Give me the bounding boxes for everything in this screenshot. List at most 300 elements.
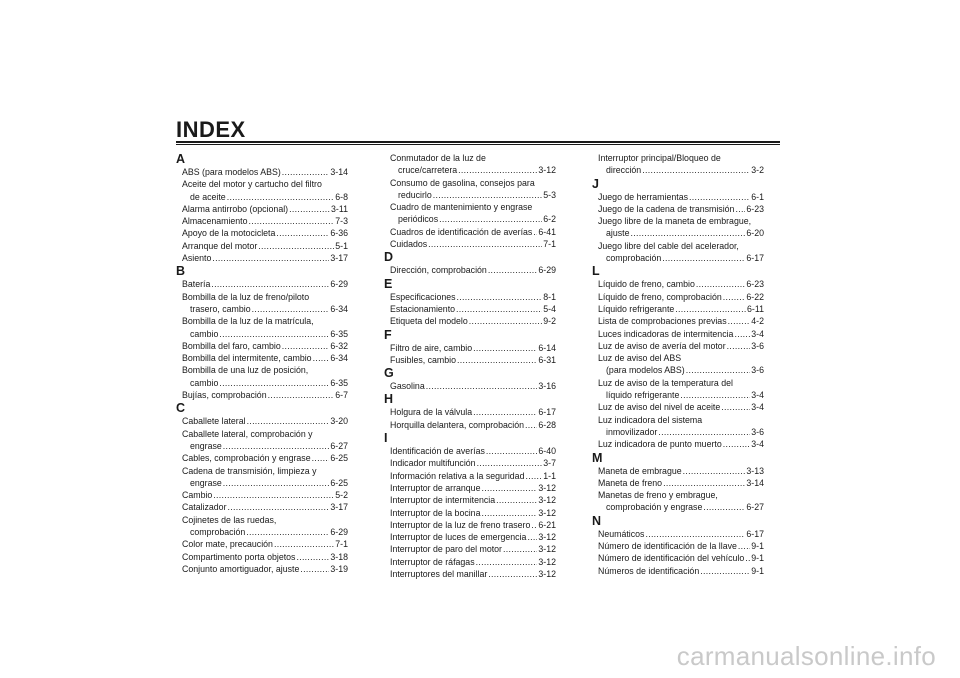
index-entry [592,377,764,402]
dot-leader [458,164,537,176]
dot-leader [645,528,745,540]
index-entry-text: Luz indicadora del sistema [598,414,703,425]
index-entry-text: (para modelos ABS) [606,365,685,376]
dot-leader [686,364,751,376]
index-entry-text: Bombilla de la luz de la matrícula, [182,316,314,327]
index-entry-page: 3-11 [331,203,348,214]
index-entry-text: Interruptor de intermitencia [390,495,496,506]
index-entry [384,457,556,469]
index-entry-text: Bombilla de la luz de freno/piloto [182,291,310,302]
dot-leader [268,389,335,401]
index-entry-text: Cables, comprobación y engrase [182,453,311,464]
index-entry [592,401,764,413]
index-entry-text: Luz de aviso de la temperatura del [598,377,733,388]
index-entry-text: líquido refrigerante [606,390,680,401]
index-entry [384,291,556,303]
index-entry-text: Cadena de transmisión, limpieza y [182,465,317,476]
index-entry-text: Etiqueta del modelo [390,316,468,327]
dot-leader [274,538,334,550]
index-entry-page: 6-40 [538,446,556,457]
index-entry-text: Aceite del motor y cartucho del filtro [182,179,322,190]
dot-leader [728,315,751,327]
index-entry-page: 3-17 [330,253,348,264]
index-entry [592,240,764,265]
index-entry [176,428,348,453]
index-entry-page: 5-2 [335,490,348,501]
index-entry-page: 3-12 [538,556,556,567]
index-entry-page: 6-23 [746,279,764,290]
dot-leader [735,203,745,215]
index-entry-page: 3-14 [746,477,764,488]
index-entry [384,226,556,238]
index-entry-text: Luz de aviso del nivel de aceite [598,402,721,413]
index-entry-text: Caballete lateral [182,416,246,427]
index-entry-text: Juego de herramientas [598,191,688,202]
index-section-letter: N [592,513,602,528]
index-entry-page: 3-12 [538,532,556,543]
index-entry-text: Estacionamiento [390,303,456,314]
index-entry-text: Interruptor de paro del motor [390,544,502,555]
index-entry-text: Neumáticos [598,528,645,539]
dot-leader [428,238,542,250]
dot-leader [223,477,330,489]
index-entry-page: 6-32 [330,340,348,351]
index-entry-text: engrase [190,477,222,488]
dot-leader [683,465,746,477]
index-entry-text: Interruptor de luces de emergencia [390,532,527,543]
index-entry-text: Información relativa a la seguridad [390,470,525,481]
dot-leader [531,519,537,531]
index-entry-page: 3-4 [751,402,764,413]
index-entry [592,352,764,377]
index-entry-page: 6-28 [538,419,556,430]
index-entry-page: 6-31 [538,354,556,365]
index-entry-page: 3-14 [330,167,348,177]
index-entry [176,452,348,464]
index-entry [384,543,556,555]
index-entry-text: trasero, cambio [190,303,251,314]
dot-leader [457,291,543,303]
dot-leader [219,328,329,340]
index-entry-page: 6-8 [335,191,348,202]
title-rule [176,141,780,145]
index-entry [592,303,764,315]
index-entry [176,166,348,178]
index-entry-text: Especificaciones [390,291,456,302]
index-section-letter: B [176,264,186,279]
index-entry-text: Cuadro de mantenimiento y engrase [390,202,533,213]
index-entry [176,315,348,340]
index-entry-page: 6-29 [538,265,556,276]
index-entry [176,415,348,427]
index-entry-text: Bombilla de una luz de posición, [182,365,309,376]
index-entry-page: 3-12 [538,507,556,518]
index-entry-text: Almacenamiento [182,216,248,227]
index-entry-page: 3-6 [751,426,764,437]
index-entry-page: 5-4 [543,303,556,314]
index-entry-text: periódicos [398,214,439,225]
dot-leader [680,389,750,401]
index-entry [176,501,348,513]
index-entry-page: 6-35 [330,328,348,339]
dot-leader [433,189,543,201]
index-entry-page: 1-1 [543,470,556,481]
index-entry [176,215,348,227]
index-section-letter: I [384,431,388,446]
index-entry [384,494,556,506]
dot-leader [477,457,543,469]
index-entry [176,227,348,239]
index-section-letter: G [384,366,394,381]
index-entry-text: Bombilla del faro, cambio [182,340,281,351]
dot-leader [457,354,537,366]
index-entry-text: Luz de aviso del ABS [598,353,682,364]
index-entry-text: Números de identificación [598,565,700,576]
index-entry [384,568,556,580]
index-section-letter: A [176,152,186,166]
index-entry-text: Asiento [182,253,212,264]
dot-leader [481,507,537,519]
dot-leader [213,489,334,501]
dot-leader [276,227,329,239]
index-entry-page: 6-25 [330,477,348,488]
index-entry-text: Juego de la cadena de transmisión [598,203,735,214]
index-entry-text: Cojinetes de las ruedas, [182,514,277,525]
index-entry-page: 7-3 [335,216,348,227]
index-entry-text: Líquido de freno, cambio [598,279,695,290]
index-entry [176,340,348,352]
index-entry-text: Luz indicadora de punto muerto [598,439,722,450]
index-entry-page: 6-41 [538,226,556,237]
index-entry-page: 6-14 [538,342,556,353]
index-entry [592,328,764,340]
dot-leader [426,380,538,392]
index-entry [176,489,348,501]
index-entry [384,507,556,519]
index-entry-text: engrase [190,440,222,451]
index-entry [176,538,348,550]
dot-leader [700,565,750,577]
index-entry-text: Conjunto amortiguador, ajuste [182,563,300,574]
dot-leader [469,315,543,327]
index-entry [384,238,556,250]
index-entry-text: comprobación [190,527,246,538]
dot-leader [533,226,537,238]
index-entry [592,291,764,303]
index-entry-page: 6-20 [746,228,764,239]
dot-leader [282,340,330,352]
index-entry-text: Cambio [182,490,213,501]
index-entry-text: Gasolina [390,381,425,392]
index-entry-page: 3-16 [538,381,556,392]
index-entry-page: 6-34 [330,353,348,364]
index-entry-page: 7-1 [543,239,556,250]
dot-leader [476,556,538,568]
index-entry [384,177,556,202]
index-entry-text: Alarma antirrobo (opcional) [182,203,289,214]
dot-leader [246,526,329,538]
index-entry-page: 3-4 [751,390,764,401]
dot-leader [696,278,746,290]
index-entry-page: 9-1 [751,565,764,576]
index-entry-page: 9-1 [751,553,764,564]
index-entry-text: Interruptor principal/Bloqueo de [598,153,721,163]
dot-leader [630,227,745,239]
index-entry-page: 6-17 [746,528,764,539]
index-entry-text: cruce/carretera [398,165,458,176]
index-section-letter: D [384,250,394,265]
index-entry [384,470,556,482]
dot-leader [488,264,538,276]
index-entry-page: 5-1 [335,240,348,251]
index-entry-text: Identificación de averías [390,446,485,457]
index-entry-page: 3-17 [330,502,348,513]
index-entry-text: Filtro de aire, cambio [390,342,473,353]
index-entry-text: Líquido de freno, comprobación [598,291,722,302]
index-entry-text: Interruptores del manillar [390,569,488,580]
index-entry-text: ABS (para modelos ABS) [182,167,281,177]
index-entry-page: 3-12 [538,165,556,176]
dot-leader [658,426,750,438]
index-entry [592,477,764,489]
dot-leader [473,342,537,354]
index-entry-page: 5-3 [543,189,556,200]
index-entry-text: reducirlo [398,189,432,200]
index-entry-page: 3-4 [751,328,764,339]
dot-leader [456,303,542,315]
dot-leader [663,477,745,489]
index-entry-text: Número de identificación del vehículo [598,553,745,564]
index-entry-page: 9-2 [543,316,556,327]
index-entry-text: Interruptor de arranque [390,482,481,493]
dot-leader [439,213,542,225]
index-entry-page: 3-18 [330,551,348,562]
index-entry [384,354,556,366]
index-entry [384,380,556,392]
dot-leader [496,494,537,506]
dot-leader [745,552,750,564]
index-entry-page: 6-1 [751,191,764,202]
dot-leader [721,401,750,413]
index-entry [384,264,556,276]
dot-leader [738,540,750,552]
index-entry-page: 4-2 [751,316,764,327]
index-entry-text: Líquido refrigerante [598,303,675,314]
index-entry-page: 6-17 [746,253,764,264]
index-entry-text: Cuadros de identificación de averías [390,226,533,237]
index-entry [176,465,348,490]
index-entry [176,291,348,316]
index-entry [176,278,348,290]
index-entry-page: 6-2 [543,214,556,225]
dot-leader [212,252,329,264]
index-section-letter: M [592,450,603,465]
index-section-letter: C [176,401,186,416]
index-entry-text: Interruptor de la luz de freno trasero [390,519,531,530]
index-entry-text: cambio [190,328,219,339]
index-entry-text: de aceite [190,191,226,202]
index-entry [384,406,556,418]
index-entry-text: Conmutador de la luz de [390,153,486,163]
dot-leader [642,164,750,176]
page-title: INDEX [176,117,246,142]
dot-leader [525,470,542,482]
index-entry-page: 6-23 [746,203,764,214]
dot-leader [527,531,537,543]
index-entry-page: 3-13 [746,465,764,476]
index-entry [176,364,348,389]
index-entry-text: Bujías, comprobación [182,390,267,401]
index-entry-text: dirección [606,165,642,176]
index-entry-text: Batería [182,279,211,290]
dot-leader [219,377,329,389]
index-entry-page: 3-4 [751,439,764,450]
index-entry-page: 6-35 [330,377,348,388]
index-entry-page: 6-27 [746,502,764,513]
index-entry [384,342,556,354]
dot-leader [228,501,330,513]
index-entry-text: cambio [190,377,219,388]
index-entry-text: Holgura de la válvula [390,407,473,418]
index-entry-text: Consumo de gasolina, consejos para [390,177,535,188]
index-entry [592,565,764,577]
index-entry [592,315,764,327]
dot-leader [252,303,330,315]
dot-leader [258,240,334,252]
index-entry [384,519,556,531]
dot-leader [249,215,335,227]
index-entry-page: 3-12 [538,482,556,493]
index-section-letter: E [384,276,393,291]
index-entry-text: Dirección, comprobación [390,265,487,276]
dot-leader [289,203,330,215]
index-entry-text: Maneta de freno [598,477,663,488]
index-entry-page: 3-19 [330,563,348,574]
index-entry [176,240,348,252]
dot-leader [223,440,330,452]
index-entry-text: Manetas de freno y embrague, [598,490,718,501]
index-entry-text: comprobación [606,253,662,264]
index-entry [592,152,764,177]
index-entry [592,528,764,540]
index-entry-page: 6-34 [330,303,348,314]
index-entry [176,514,348,539]
dot-leader [723,291,746,303]
index-entry [592,191,764,203]
index-entry-text: Interruptor de la bocina [390,507,481,518]
index-entry [384,315,556,327]
index-column-1 [176,152,348,575]
index-entry [176,389,348,401]
index-entry-text: Caballete lateral, comprobación y [182,428,313,439]
index-entry-page: 6-27 [330,440,348,451]
dot-leader [486,445,538,457]
index-entry-text: Juego libre de la maneta de embrague, [598,216,752,227]
index-entry-page: 3-12 [538,495,556,506]
dot-leader [525,419,537,431]
index-entry-page: 3-7 [543,458,556,469]
index-entry-page: 9-1 [751,541,764,552]
index-entry-text: Lista de comprobaciones previas [598,316,727,327]
index-entry-text: Indicador multifunción [390,458,476,469]
dot-leader [723,438,751,450]
index-entry-page: 3-6 [751,340,764,351]
dot-leader [662,252,745,264]
index-entry-page: 8-1 [543,291,556,302]
index-entry [384,152,556,177]
index-entry-text: Catalizador [182,502,227,513]
dot-leader [481,482,537,494]
index-entry-text: Compartimento porta objetos [182,551,296,562]
index-entry-text: inmovilizador [606,426,658,437]
index-entry [592,552,764,564]
dot-leader [703,501,745,513]
dot-leader [488,568,537,580]
index-entry-page: 3-12 [538,544,556,555]
dot-leader [503,543,537,555]
index-section-letter: F [384,327,392,342]
index-entry [592,414,764,439]
index-entry [592,215,764,240]
index-entry [384,482,556,494]
index-entry [384,531,556,543]
index-entry [176,352,348,364]
dot-leader [211,278,329,290]
index-entry [176,252,348,264]
index-entry-page: 3-6 [751,365,764,376]
index-column-2 [384,152,556,580]
index-section-letter: J [592,176,599,191]
index-entry-page: 6-22 [746,291,764,302]
index-section-letter: H [384,392,394,407]
index-entry-text: Color mate, precaución [182,539,273,550]
index-entry-page: 3-2 [751,165,764,176]
index-entry-page: 6-21 [538,519,556,530]
dot-leader [734,328,750,340]
index-entry-text: Bombilla del intermitente, cambio [182,353,312,364]
index-entry [176,178,348,203]
dot-leader [282,166,330,178]
index-entry-page: 3-12 [538,569,556,580]
dot-leader [473,406,537,418]
index-entry-text: Arranque del motor [182,240,258,251]
dot-leader [247,415,330,427]
watermark: carmanualsonline.info [676,641,936,671]
index-entry [592,340,764,352]
index-entry-text: Interruptor de ráfagas [390,556,475,567]
index-entry [384,556,556,568]
index-entry-text: Luz de aviso de avería del motor [598,340,726,351]
index-entry-text: comprobación y engrase [606,502,703,513]
index-entry [384,201,556,226]
index-entry-text: Apoyo de la motocicleta [182,228,276,239]
dot-leader [727,340,751,352]
index-entry-page: 6-17 [538,407,556,418]
index-column-3 [592,152,764,577]
index-entry-text: Número de identificación de la llave [598,541,737,552]
index-entry-text: Horquilla delantera, comprobación [390,419,524,430]
dot-leader [227,191,335,203]
index-entry-page: 6-29 [330,527,348,538]
index-entry [176,203,348,215]
index-entry [592,540,764,552]
dot-leader [296,551,329,563]
index-entry [384,445,556,457]
index-entry-text: Maneta de embrague [598,465,682,476]
index-section-letter: L [592,264,600,279]
index-entry [384,303,556,315]
index-entry-page: 6-25 [330,453,348,464]
